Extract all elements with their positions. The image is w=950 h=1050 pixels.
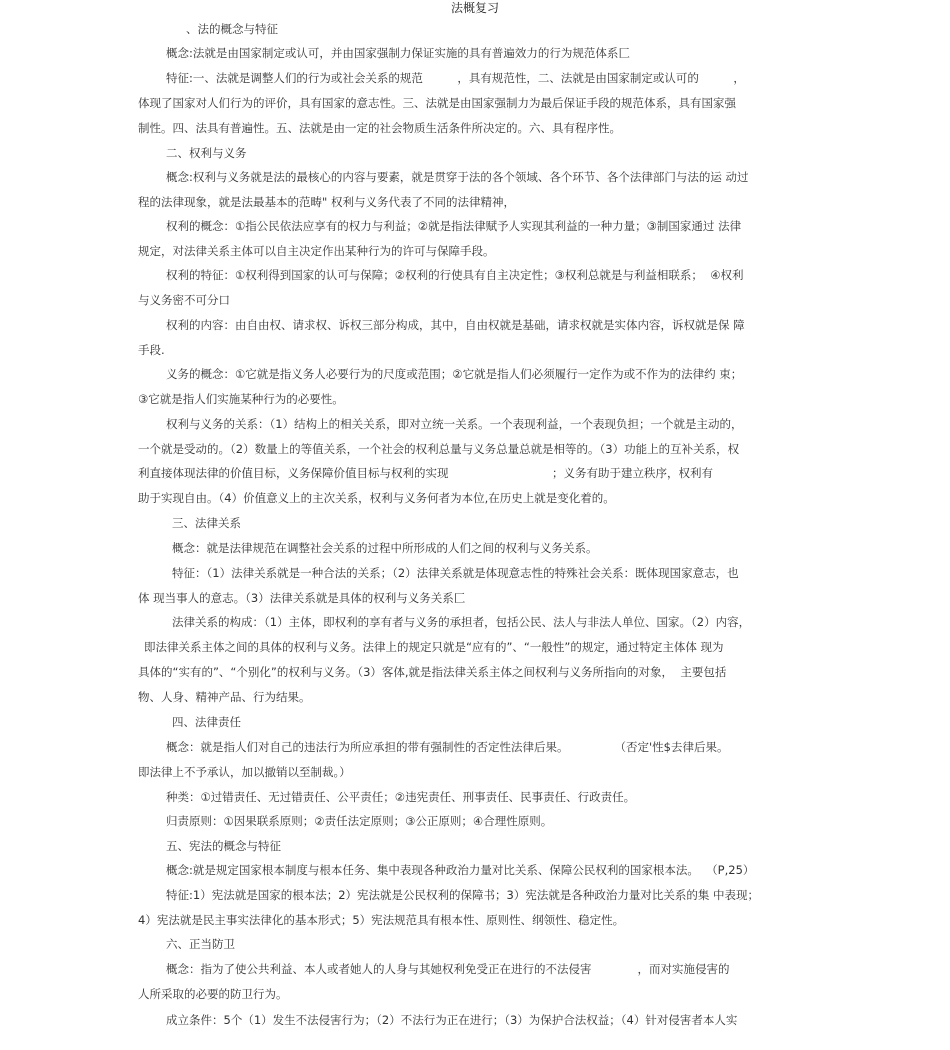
paragraph-line: 归责原则：①因果联系原则；②责任法定原则；③公正原则；④合理性原则。 — [166, 814, 553, 828]
paragraph-line: 权利的概念：①指公民依法应享有的权力与利益；②就是指法律赋予人实现其利益的一种力量；③制国家通过 法律 — [166, 219, 742, 233]
paragraph-line: 程的法律现象，就是法最基本的范畴" 权利与义务代表了不同的法律精神， — [138, 195, 515, 209]
paragraph-line: 具体的“实有的”、“个别化”的权利与义务。（3）客体,就是指法律关系主体之间权利与义务所指向的对象， 主要包括 — [138, 665, 727, 679]
paragraph-line: 特征:一、法就是调整人们的行为或社会关系的规范 ，具有规范性，二、法就是由国家制定或认可的 ， — [166, 71, 745, 85]
paragraph-line: 权利与义务的关系：（1）结构上的相关关系，即对立统一关系。一个表现利益，一个表现负担；一个就是主动的， — [166, 417, 743, 431]
paragraph-line: ③它就是指人们实施某种行为的必要性。 — [138, 392, 344, 406]
paragraph-line: 人所采取的必要的防卫行为。 — [138, 987, 288, 1001]
paragraph-line: 4）宪法就是民主事实法律化的基本形式；5）宪法规范具有根本性、原则性、纲领性、稳定性。 — [138, 913, 625, 927]
paragraph-line: 手段. — [138, 343, 165, 357]
paragraph-line: 与义务密不可分口 — [138, 293, 230, 307]
paragraph-line: 概念：就是指人们对自己的违法行为所应承担的带有强制性的否定性法律后果。 （否定'性$去律后果。 — [166, 740, 729, 754]
paragraph-line: 概念：指为了使公共利益、本人或者她人的人身与其她权利免受正在进行的不法侵害 ，而对实施侵害的 — [166, 962, 730, 976]
heading-1: 、法的概念与特征 — [186, 22, 278, 36]
paragraph-line: 规定，对法律关系主体可以自主决定作出某种行为的许可与保障手段。 — [138, 244, 495, 258]
paragraph-line: 权利的内容：由自由权、请求权、诉权三部分构成，其中，自由权就是基础，请求权就是实体内容，诉权就是保 障 — [166, 318, 745, 332]
heading-3: 三、法律关系 — [172, 516, 241, 530]
paragraph-line: 概念：就是法律规范在调整社会关系的过程中所形成的人们之间的权利与义务关系。 — [172, 541, 598, 555]
paragraph-line: 助于实现自由。（4）价值意义上的主次关系，权利与义务何者为本位,在历史上就是变化着的。 — [138, 491, 615, 505]
heading-5: 五、宪法的概念与特征 — [166, 839, 281, 853]
paragraph-line: 特征:1）宪法就是国家的根本法；2）宪法就是公民权利的保障书；3）宪法就是各种政治力量对比关系的集 中表现； — [166, 888, 759, 902]
paragraph-line: 制性。四、法具有普遍性。五、法就是由一定的社会物质生活条件所决定的。六、具有程序性。 — [138, 121, 621, 135]
paragraph-line: 成立条件：5个（1）发生不法侵害行为；（2）不法行为正在进行；（3）为保护合法权益；（4）针对侵害者本人实 — [166, 1013, 738, 1027]
paragraph-line: 一个就是受动的。（2）数量上的等值关系，一个社会的权利总量与义务总量总就是相等的。（3）功能上的互补关系，权 — [138, 442, 740, 456]
paragraph-line: 特征：（1）法律关系就是一种合法的关系；（2）法律关系就是体现意志性的特殊社会关系：既体现国家意志，也 — [172, 566, 739, 580]
paragraph-line: 即法律上不予承认，加以撤销以至制裁。） — [138, 765, 351, 779]
paragraph-line: 体 现当事人的意志。（3）法律关系就是具体的权利与义务关系匚 — [138, 591, 466, 605]
heading-6: 六、正当防卫 — [166, 937, 235, 951]
document-title: 法概复习 — [450, 1, 499, 15]
paragraph-line: 权利的特征：①权利得到国家的认可与保障；②权利的行使具有自主决定性；③权利总就是与利益相联系； ④权利 — [166, 268, 744, 282]
heading-4: 四、法律责任 — [172, 715, 241, 729]
paragraph-line: 概念:权利与义务就是法的最核心的内容与要素，就是贯穿于法的各个领域、各个环节、各个法律部门与法的运 动过 — [166, 170, 749, 184]
paragraph-line: 物、人身、精神产品、行为结果。 — [138, 690, 311, 704]
paragraph-line: 种类：①过错责任、无过错责任、公平责任；②违宪责任、刑事责任、民事责任、行政责任。 — [166, 790, 636, 804]
paragraph-line: 利直接体现法律的价值目标，义务保障价值目标与权利的实现 ；义务有助于建立秩序，权利有 — [138, 466, 713, 480]
paragraph-line: 法律关系的构成：（1）主体，即权利的享有者与义务的承担者，包括公民、法人与非法人单位、国家。（2）内容， — [172, 615, 751, 629]
paragraph-line: 义务的概念：①它就是指义务人必要行为的尺度或范围；②它就是指人们必须履行一定作为或不作为的法律约 束； — [166, 367, 743, 381]
paragraph-line: 概念:就是规定国家根本制度与根本任务、集中表现各种政治力量对比关系、保障公民权利的国家根本法。 （P,25） — [166, 863, 755, 877]
paragraph-line: 体现了国家对人们行为的评价，具有国家的意志性。三、法就是由国家强制力为最后保证手段的规范体系，具有国家强 — [138, 96, 736, 110]
paragraph-line: 即法律关系主体之间的具体的权利与义务。法律上的规定只就是“应有的”、“一般性”的规定，通过特定主体体 现为 — [144, 640, 724, 654]
paragraph-line: 概念:法就是由国家制定或认可，并由国家强制力保证实施的具有普遍效力的行为规范体系匚 — [166, 46, 630, 60]
heading-2: 二、权利与义务 — [166, 146, 247, 160]
